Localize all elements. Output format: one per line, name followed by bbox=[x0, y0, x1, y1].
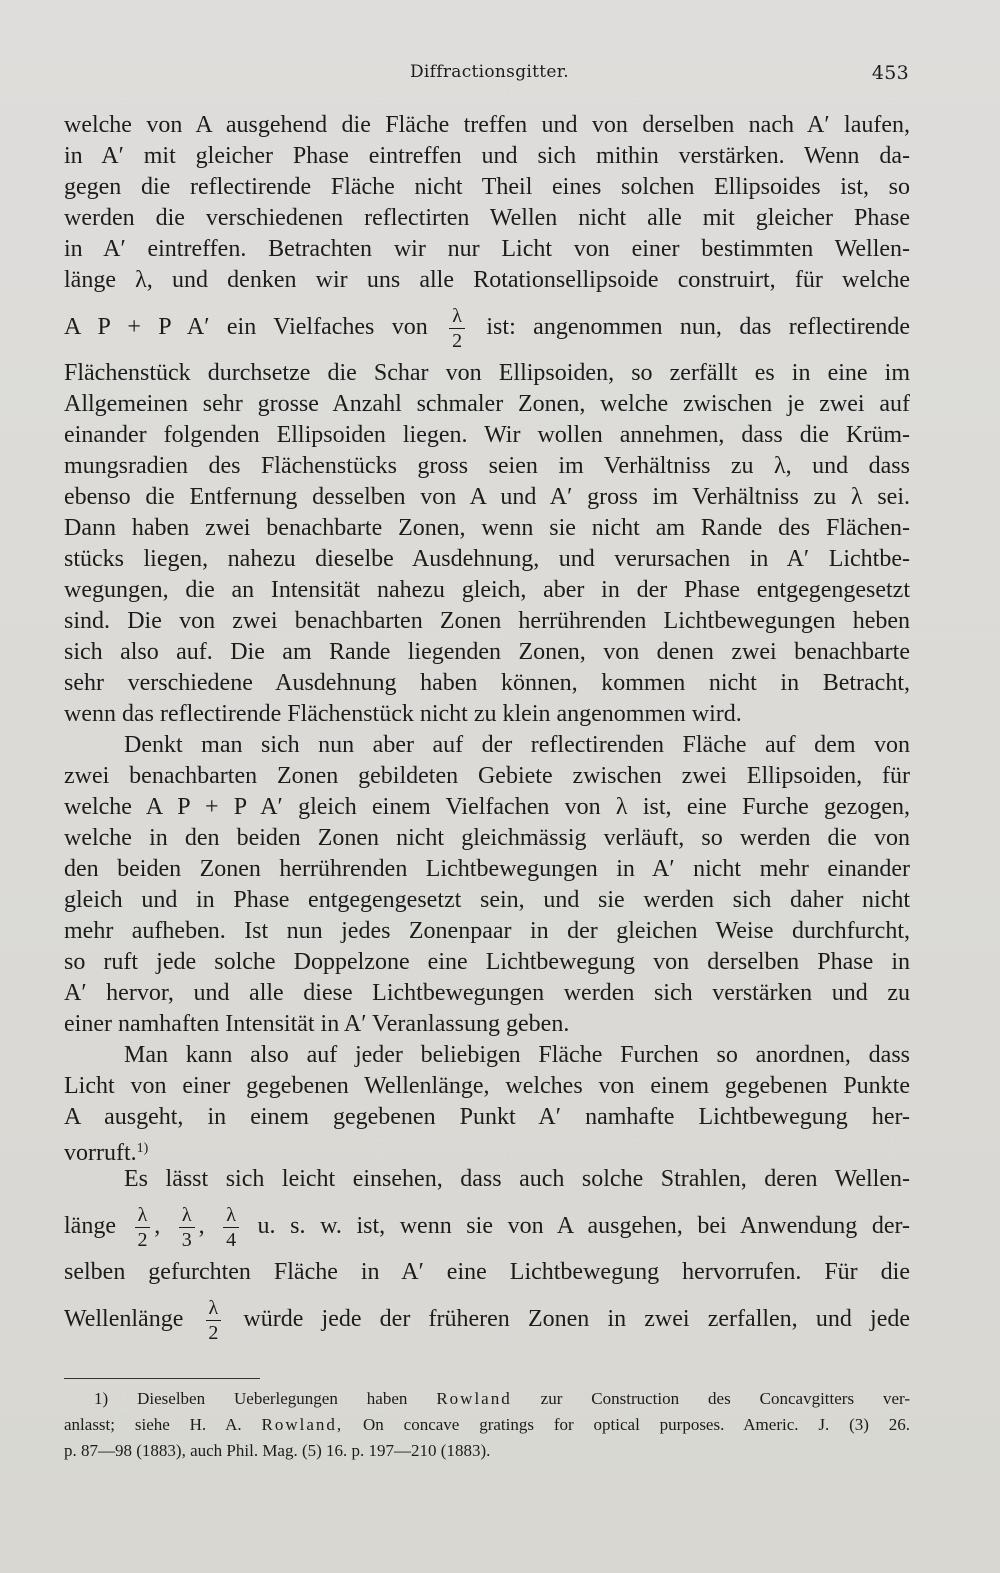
text-line: welche A P + P A′ gleich einem Vielfachen von λ ist, eine Furche gezogen, bbox=[64, 794, 910, 820]
text-line: sind. Die von zwei benachbarten Zonen herrührenden Lichtbewegungen heben bbox=[64, 608, 910, 634]
body-text bbox=[64, 110, 910, 1350]
text-line: gleich und in Phase entgegengesetzt sein, und sie werden sich daher nicht bbox=[64, 887, 910, 913]
formula-line bbox=[64, 1195, 910, 1257]
running-header bbox=[64, 62, 909, 90]
fraction-denominator: 2 bbox=[137, 1228, 148, 1251]
text-line: so ruft jede solche Doppelzone eine Lichtbewegung von derselben Phase in bbox=[64, 949, 910, 975]
footnotes bbox=[64, 1386, 910, 1464]
fraction-numerator: λ bbox=[135, 1205, 151, 1228]
text-line: selben gefurchten Fläche in A′ eine Lichtbewegung hervorrufen. Für die bbox=[64, 1259, 910, 1285]
text-line: sich also auf. Die am Rande liegenden Zonen, von denen zwei benachbarte bbox=[64, 639, 910, 665]
text-line: wegungen, die an Intensität nahezu gleich, aber in der Phase entgegengesetzt bbox=[64, 577, 910, 603]
running-title: Diffractionsgitter. bbox=[410, 62, 570, 82]
text-line: Es lässt sich leicht einsehen, dass auch solche Strahlen, deren Wellen- bbox=[124, 1166, 910, 1192]
page-number: 453 bbox=[871, 62, 909, 84]
fraction-numerator: λ bbox=[206, 1298, 222, 1321]
text-line: Dann haben zwei benachbarte Zonen, wenn sie nicht am Rande des Flächen- bbox=[64, 515, 910, 541]
text-line: A′ hervor, und alle diese Lichtbewegungen werden sich verstärken und zu bbox=[64, 980, 910, 1006]
text-line: Man kann also auf jeder beliebigen Fläche Furchen so anordnen, dass bbox=[124, 1042, 910, 1068]
text-line bbox=[64, 1133, 910, 1164]
fraction-denominator: 2 bbox=[208, 1321, 219, 1344]
text-line: ebenso die Entfernung desselben von A und A′ gross im Verhältniss zu λ sei. bbox=[64, 484, 910, 510]
footnote-mark: 1) bbox=[94, 1389, 109, 1408]
separator-comma: , bbox=[198, 1213, 205, 1239]
fraction-lambda-3 bbox=[179, 1205, 195, 1250]
formula-text-after: ist: angenommen nun, das reflectirende bbox=[486, 314, 910, 340]
fraction-lambda-half bbox=[449, 306, 465, 351]
fraction-denominator: 3 bbox=[181, 1228, 192, 1251]
footnote-rule bbox=[64, 1378, 260, 1379]
formula-text-after: u. s. w. ist, wenn sie von A ausgehen, bei Anwendung der- bbox=[257, 1213, 911, 1239]
formula-text-after: würde jede der früheren Zonen in zwei zerfallen, und jede bbox=[243, 1306, 910, 1332]
text-line: Flächenstück durchsetze die Schar von Ellipsoiden, so zerfällt es in eine im bbox=[64, 360, 910, 386]
formula-text-before: Wellenlänge bbox=[64, 1306, 184, 1332]
text-line: A ausgeht, in einem gegebenen Punkt A′ namhafte Lichtbewegung her- bbox=[64, 1104, 910, 1130]
footnote-text: zur Construction des Concavgitters ver- bbox=[540, 1389, 911, 1408]
text-line: einander folgenden Ellipsoiden liegen. Wir wollen annehmen, dass die Krüm- bbox=[64, 422, 910, 448]
fraction-numerator: λ bbox=[449, 306, 465, 329]
text-line: länge λ, und denken wir uns alle Rotationsellipsoide construirt, für welche bbox=[64, 267, 910, 293]
author-name: Rowland bbox=[436, 1389, 512, 1408]
formula-line bbox=[64, 296, 910, 358]
text-line: mungsradien des Flächenstücks gross seien im Verhältniss zu λ, und dass bbox=[64, 453, 910, 479]
fraction-lambda-half bbox=[206, 1298, 222, 1343]
footnote-text: anlasst; siehe H. A. bbox=[64, 1415, 242, 1434]
formula-text-before: A P + P A′ ein Vielfaches von bbox=[64, 314, 428, 340]
text-line: in A′ mit gleicher Phase eintreffen und sich mithin verstärken. Wenn da- bbox=[64, 143, 910, 169]
fraction-numerator: λ bbox=[223, 1205, 239, 1228]
text-line: Licht von einer gegebenen Wellenlänge, welches von einem gegebenen Punkte bbox=[64, 1073, 910, 1099]
footnote-line: p. 87—98 (1883), auch Phil. Mag. (5) 16. p. 197—210 (1883). bbox=[64, 1441, 491, 1460]
text-line: den beiden Zonen herrührenden Lichtbewegungen in A′ nicht mehr einander bbox=[64, 856, 910, 882]
text-line: gegen die reflectirende Fläche nicht Theil eines solchen Ellipsoides ist, so bbox=[64, 174, 910, 200]
text-segment: vorruft. bbox=[64, 1140, 137, 1166]
text-line: sehr verschiedene Ausdehnung haben können, kommen nicht in Betracht, bbox=[64, 670, 910, 696]
text-line: in A′ eintreffen. Betrachten wir nur Licht von einer bestimmten Wellen- bbox=[64, 236, 910, 262]
text-line: zwei benachbarten Zonen gebildeten Gebiete zwischen zwei Ellipsoiden, für bbox=[64, 763, 910, 789]
footnote-text: Dieselben Ueberlegungen haben bbox=[137, 1389, 408, 1408]
fraction-lambda-2 bbox=[135, 1205, 151, 1250]
text-line: Denkt man sich nun aber auf der reflectirenden Fläche auf dem von bbox=[124, 732, 910, 758]
formula-line bbox=[64, 1288, 910, 1350]
text-line: welche in den beiden Zonen nicht gleichmässig verläuft, so werden die von bbox=[64, 825, 910, 851]
text-line: werden die verschiedenen reflectirten Wellen nicht alle mit gleicher Phase bbox=[64, 205, 910, 231]
fraction-lambda-4 bbox=[223, 1205, 239, 1250]
text-line: Allgemeinen sehr grosse Anzahl schmaler Zonen, welche zwischen je zwei auf bbox=[64, 391, 910, 417]
formula-text-before: länge bbox=[64, 1213, 116, 1239]
footnote-line bbox=[64, 1386, 910, 1412]
fraction-numerator: λ bbox=[179, 1205, 195, 1228]
separator-comma: , bbox=[154, 1213, 161, 1239]
footnote-line bbox=[64, 1412, 910, 1438]
footnote-text: On concave gratings for optical purposes. Americ. J. (3) 26. bbox=[363, 1415, 911, 1434]
fraction-denominator: 2 bbox=[452, 329, 463, 352]
author-name: Rowland, bbox=[261, 1415, 344, 1434]
footnote-reference[interactable]: 1) bbox=[136, 1141, 149, 1156]
text-line: wenn das reflectirende Flächenstück nicht zu klein angenommen wird. bbox=[64, 701, 742, 727]
text-line: einer namhaften Intensität in A′ Veranlassung geben. bbox=[64, 1011, 570, 1037]
fraction-denominator: 4 bbox=[226, 1228, 237, 1251]
text-line: mehr aufheben. Ist nun jedes Zonenpaar in der gleichen Weise durchfurcht, bbox=[64, 918, 910, 944]
text-line: welche von A ausgehend die Fläche treffen und von derselben nach A′ laufen, bbox=[64, 112, 910, 138]
text-line: stücks liegen, nahezu dieselbe Ausdehnung, und verursachen in A′ Lichtbe- bbox=[64, 546, 910, 572]
